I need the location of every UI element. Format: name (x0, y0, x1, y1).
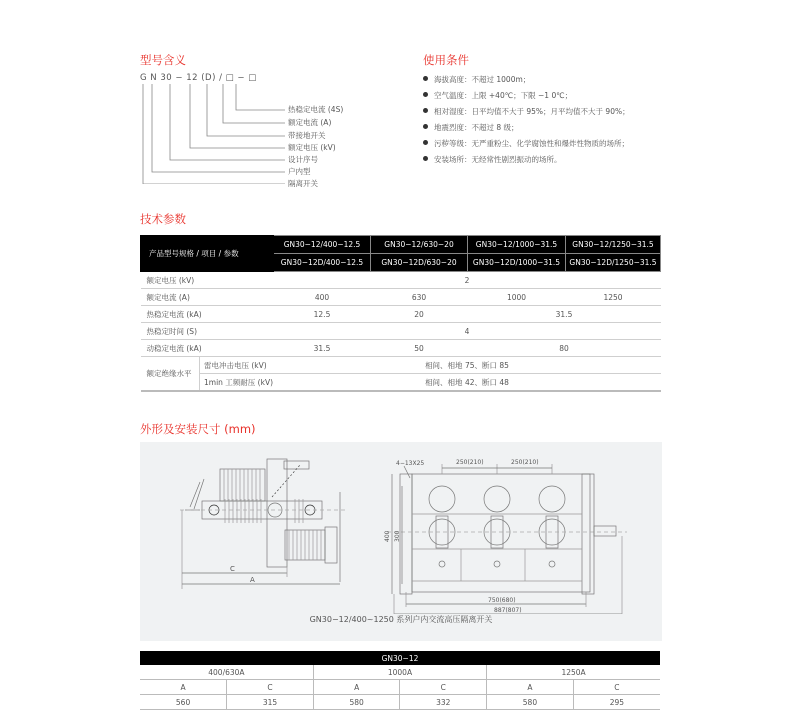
dim-column-header: C (400, 680, 487, 695)
row-sublabel: 雷电冲击电压 (kV) (200, 357, 274, 374)
dimensions-table (140, 651, 660, 710)
model-label: 热稳定电流 (4S) (288, 105, 344, 114)
row-label: 热稳定时间 (S) (141, 323, 274, 340)
pitch-dimension-label: 250(210) (456, 459, 484, 466)
table-row (141, 289, 661, 306)
dim-column-header: A (313, 680, 400, 695)
dim-value: 580 (313, 695, 400, 710)
model-header: GN30−12/1000−31.5 (468, 236, 566, 254)
dimension-c-label: C (230, 565, 235, 573)
model-header: GN30−12/400−12.5 (274, 236, 371, 254)
table-row (141, 374, 661, 392)
drawing-caption: GN30−12/400~1250 系列户内交流高压隔离开关 (309, 615, 493, 624)
model-header: GN30−12/1250−31.5 (566, 236, 661, 254)
row-label: 额定绝缘水平 (141, 357, 200, 392)
model-header: GN30−12D/1250−31.5 (566, 254, 661, 272)
cell-value: 12.5 (274, 306, 371, 323)
table-row (141, 323, 661, 340)
dim-value: 580 (487, 695, 574, 710)
upper-insulator (220, 469, 265, 501)
dim-value: 315 (227, 695, 314, 710)
model-header: GN30−12D/1000−31.5 (468, 254, 566, 272)
condition-item: 安装场所：无经常性剧烈振动的场所。 (423, 154, 562, 165)
dim-column-header: A (487, 680, 574, 695)
cell-value: 630 (371, 289, 468, 306)
leader-line-indoor (152, 84, 285, 172)
model-header: GN30−12/630−20 (371, 236, 468, 254)
outline-title: 外形及安装尺寸 (mm) (140, 422, 256, 436)
dim-value: 295 (573, 695, 660, 710)
current-group: 400/630A (140, 665, 313, 680)
row-label: 额定电流 (A) (141, 289, 274, 306)
dim-value: 332 (400, 695, 487, 710)
bullet-icon (423, 92, 428, 97)
table-row (141, 340, 661, 357)
table-row (141, 306, 661, 323)
cell-value: 2 (274, 272, 661, 289)
model-label: 设计序号 (288, 155, 318, 164)
front-view-drawing (372, 454, 662, 614)
dimension-a-label: A (250, 576, 255, 584)
cell-value: 31.5 (274, 340, 371, 357)
cell-value: 相间、相地 75、断口 85 (274, 357, 661, 374)
cell-value: 400 (274, 289, 371, 306)
table-row (141, 357, 661, 374)
bullet-icon (423, 108, 428, 113)
main-conductor (202, 501, 322, 519)
cell-value: 1250 (566, 289, 661, 306)
outline-drawing-panel (140, 442, 662, 641)
side-view-drawing (180, 457, 350, 602)
pole-2 (484, 486, 510, 567)
model-code: G N 30 − 12 (D) / □ − □ (140, 73, 257, 83)
row-label: 额定电压 (kV) (141, 272, 274, 289)
condition-item: 海拔高度：不超过 1000m； (423, 74, 530, 85)
dim-column-header: C (573, 680, 660, 695)
front-frame (412, 474, 590, 592)
dim-column-header: C (227, 680, 314, 695)
row-label: 动稳定电流 (kA) (141, 340, 274, 357)
hole-dimension-label: 4−13X25 (396, 460, 425, 467)
pitch-dimension-label: 250(210) (511, 459, 539, 466)
cell-value: 31.5 (468, 306, 661, 323)
leader-line-design (170, 84, 285, 160)
row-label: 热稳定电流 (kA) (141, 306, 274, 323)
conditions-title: 使用条件 (423, 53, 469, 67)
table-corner-header: 产品型号规格 / 项目 / 参数 (141, 236, 274, 272)
current-group: 1250A (487, 665, 660, 680)
model-header: GN30−12D/630−20 (371, 254, 468, 272)
bullet-icon (423, 76, 428, 81)
condition-item: 相对湿度：日平均值不大于 95%；月平均值不大于 90%； (423, 106, 630, 117)
model-code-leader-lines (140, 84, 290, 184)
condition-item: 空气温度：上限 +40℃；下限 −1 0℃； (423, 90, 572, 101)
condition-item: 污秽等级：无严重粉尘、化学腐蚀性和爆炸性物质的场所； (423, 138, 629, 149)
height-300-label: 300 (394, 530, 401, 542)
model-label: 额定电压 (kV) (288, 143, 336, 152)
row-sublabel: 1min 工频耐压 (kV) (200, 374, 274, 392)
bullet-icon (423, 156, 428, 161)
model-header: GN30−12D/400−12.5 (274, 254, 371, 272)
leader-line-current (223, 84, 285, 123)
operating-shaft (594, 526, 616, 536)
dim-column-header: A (140, 680, 227, 695)
tech-title: 技术参数 (140, 212, 186, 226)
bullet-icon (423, 124, 428, 129)
dim-value: 560 (140, 695, 227, 710)
width-750-label: 750(680) (488, 597, 516, 604)
pole-1 (429, 486, 455, 567)
table-row (141, 272, 661, 289)
model-meaning-title: 型号含义 (140, 53, 186, 67)
model-label: 带接地开关 (288, 131, 326, 140)
leader-line-isolator (143, 84, 285, 184)
tech-params-table (140, 235, 661, 392)
leader-line-voltage (190, 84, 285, 148)
model-label: 隔离开关 (288, 179, 318, 188)
cell-value: 4 (274, 323, 661, 340)
model-label: 额定电流 (A) (288, 118, 332, 127)
cell-value: 20 (371, 306, 468, 323)
leader-line-thermal (236, 84, 285, 110)
height-400-label: 400 (384, 530, 391, 542)
bullet-icon (423, 140, 428, 145)
cell-value: 80 (468, 340, 661, 357)
operating-lever (284, 461, 309, 469)
cell-value: 1000 (468, 289, 566, 306)
side-frame (267, 459, 287, 567)
dims-table-header: GN30−12 (140, 651, 660, 665)
cell-value: 相间、相地 42、断口 48 (274, 374, 661, 392)
model-label: 户内型 (288, 167, 311, 176)
cell-value: 50 (371, 340, 468, 357)
current-group: 1000A (313, 665, 486, 680)
width-887-label: 887(807) (494, 607, 522, 614)
pole-3 (539, 486, 565, 567)
condition-item: 地震烈度：不超过 8 级； (423, 122, 519, 133)
